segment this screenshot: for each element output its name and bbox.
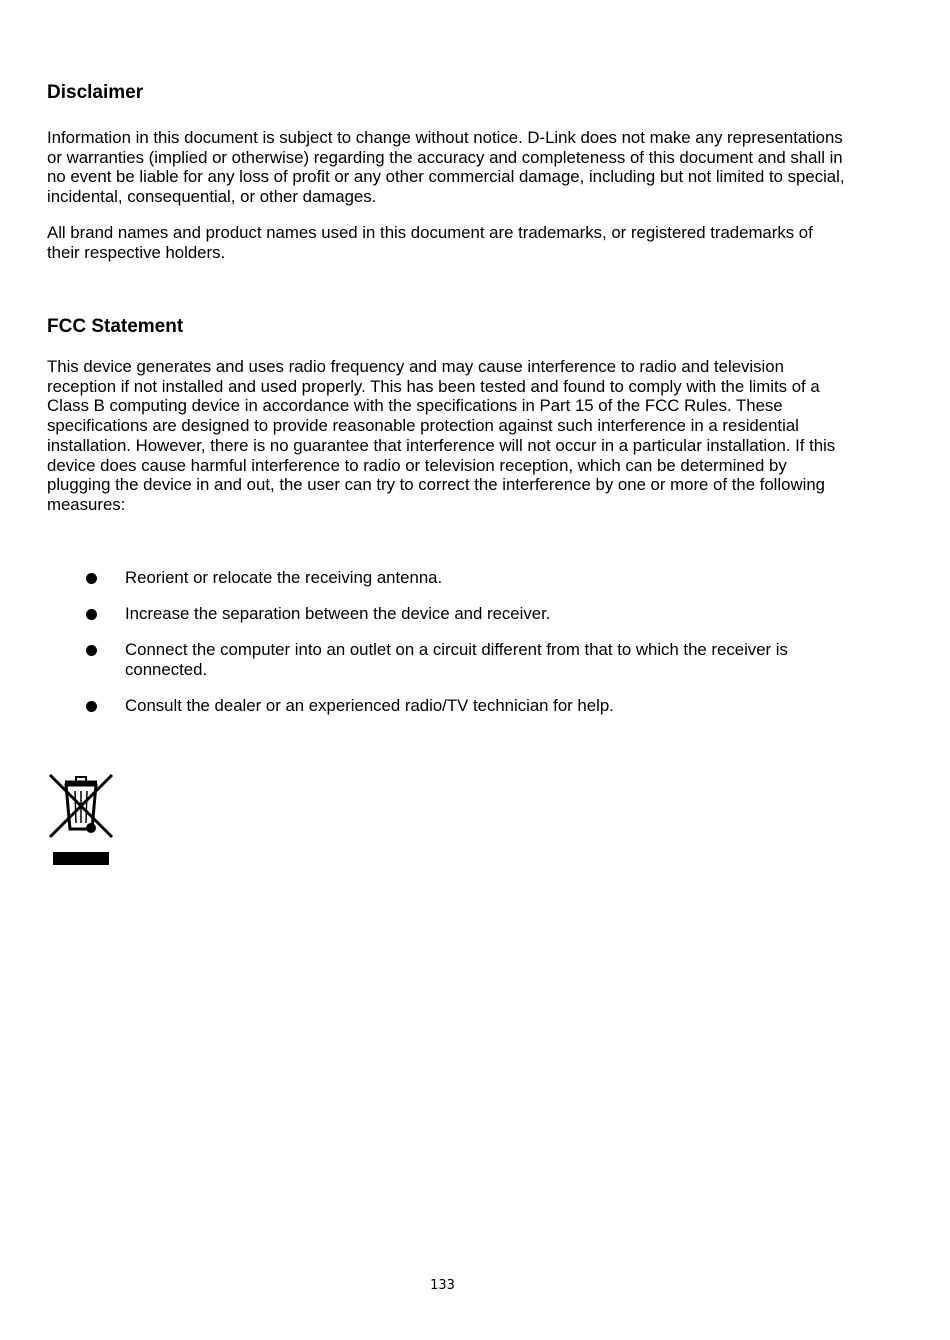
list-item-text: Consult the dealer or an experienced radio/TV technician for help. [125, 695, 614, 715]
disclaimer-heading: Disclaimer [47, 82, 144, 103]
list-item [47, 640, 847, 679]
bullet-icon [86, 701, 97, 712]
list-item [47, 604, 847, 624]
disclaimer-paragraph-1: Information in this document is subject to change without notice. D-Link does not make any representations or warranties (implied or otherwise) regarding the accuracy and completeness of this document and shall in no event be liable for any loss of profit or any other commercial damage, including but not limited to special, incidental, consequential, or other damages. [47, 128, 845, 207]
fcc-paragraph: This device generates and uses radio frequency and may cause interference to radio and television reception if not installed and used properly. This has been tested and found to comply with the limits of a Class B computing device in accordance with the specifications in Part 15 of the FCC Rules. These specifications are designed to provide reasonable protection against such interference in a residential installation. However, there is no guarantee that interference will not occur in a particular installation. If this device does cause harmful interference to radio or television reception, which can be determined by plugging the device in and out, the user can try to correct the interference by one or more of the following measures: [47, 357, 836, 514]
bullet-icon [86, 645, 97, 656]
fcc-measures-list [47, 568, 847, 732]
list-item [47, 568, 847, 588]
bullet-icon [86, 573, 97, 584]
list-item [47, 696, 847, 716]
list-item-text: Increase the separation between the device and receiver. [125, 604, 551, 623]
page-number: 133 [430, 1278, 455, 1293]
disclaimer-paragraph-2: All brand names and product names used in this document are trademarks, or registered trademarks of their respective holders. [47, 223, 813, 262]
fcc-heading: FCC Statement [47, 316, 184, 337]
bullet-icon [86, 609, 97, 620]
crossed-out-wheeled-bin-icon [48, 773, 114, 867]
list-item-text: Connect the computer into an outlet on a circuit different from that to which the receiver is connected. [125, 640, 788, 679]
list-item-text: Reorient or relocate the receiving antenna. [125, 568, 443, 587]
